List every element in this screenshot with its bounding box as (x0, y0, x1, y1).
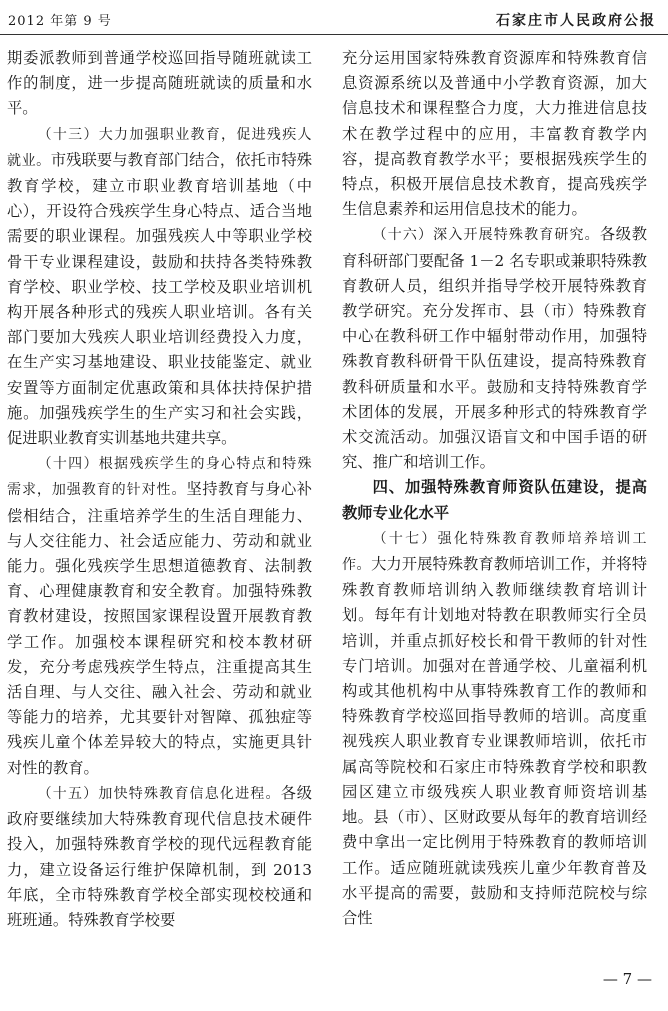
paragraph-15-continued: 充分运用国家特殊教育资源库和特殊教育信息资源系统以及普通中小学教育资源，加大信息技术和课程整合力度，大力推进信息技术在教学过程中的应用，丰富教育教学内容，提高教育教学水平；要根据残疾学生的特点，积极开展信息技术教育，提高残疾学生信息素养和运用信息技术的能力。 (342, 49, 647, 219)
page-number: — 7 — (602, 970, 652, 988)
paragraph-16-lead: （十六）深入开展特殊教育研究。 (372, 227, 600, 244)
paragraph-15-body: 各级政府要继续加大特殊教育现代信息技术硬件投入，加强特殊教育学校的现代远程教育能力，建立设备运行维护保障机制，到 2013 年底，全市特殊教育学校全部实现校校通和班班通。特殊教育学校要 (7, 783, 312, 929)
paragraph-15 (7, 781, 312, 933)
paragraph-17-body: 大力开展特殊教育教师培训工作，并将特殊教育教师培训纳入教师继续教育培训计划。每年有计划地对特教在职教师实行全员培训，并重点抓好校长和骨干教师的针对性专门培训。加强对在普通学校、儿童福利机构或其他机构中从事特殊教育工作的教师和特殊教育学校巡回指导教师的培训。高度重视残疾人职业教育专业课教师培训，依托市属高等院校和石家庄市特殊教育学校和职教园区建立市级残疾人职业教育师资培训基地。县（市）、区财政要从每年的教育培训经费中拿出一定比例用于特殊教育的教师培训工作。适应随班就读残疾儿童少年教育普及水平提高的需要，鼓励和支持师范院校与综合性 (342, 555, 647, 927)
journal-title: 石家庄市人民政府公报 (496, 13, 656, 29)
paragraph-13-lead: （十三）大力加强职业教育，促进残疾人就业。 (7, 126, 312, 169)
paragraph-13 (7, 122, 312, 452)
page-header (0, 0, 668, 35)
continued-paragraph: 期委派教师到普通学校巡回指导随班就读工作的制度，进一步提高随班就读的质量和水平。 (7, 49, 312, 118)
paragraph-17 (342, 526, 647, 931)
left-column (7, 46, 312, 966)
paragraph-14 (7, 451, 312, 781)
paragraph-14-body: 坚持教育与身心补偿相结合，注重培养学生的生活自理能力、与人交往能力、社会适应能力、劳动和就业能力。强化残疾学生思想道德教育、法制教育、心理健康教育和安全教育。加强特殊教育教材建设，按照国家课程设置开展教育教学工作。加强校本课程研究和校本教材研发，充分考虑残疾学生特点，注重提高其生活自理、与人交往、融入社会、劳动和就业等能力的培养，尤其要针对智障、孤独症等残疾儿童个体差异较大的特点，实施更具针对性的教育。 (7, 480, 312, 777)
paragraph-13-body: 市残联要与教育部门结合，依托市特殊教育学校，建立市职业教育培训基地（中心），开设符合残疾学生身心特点、适合当地需要的职业课程。加强残疾人中等职业学校骨干专业课程建设，鼓励和扶持各类特殊教育学校、职业学校、技工学校及职业培训机构开展各种形式的残疾人职业培训。各有关部门要加大残疾人职业培训经费投入力度，在生产实习基地建设、职业技能鉴定、就业安置等方面制定优惠政策和具体扶持保护措施。加强残疾学生的生产实习和社会实践，促进职业教育实训基地共建共享。 (7, 150, 312, 448)
paragraph-15-lead: （十五）加快特殊教育信息化进程。 (37, 785, 281, 802)
paragraph-16-body: 各级教育科研部门要配备 1－2 名专职或兼职特殊教育教研人员，组织并指导学校开展特殊教育教学研究。充分发挥市、县（市）特殊教育中心在教科研工作中辐射带动作用，加强特殊教育教科研骨干队伍建设，提高特殊教育教科研质量和水平。鼓励和支持特殊教育学术团体的发展，开展多种形式的特殊教育学术交流活动。加强汉语盲文和中国手语的研究、推广和培训工作。 (342, 225, 647, 472)
paragraph-14-lead: （十四）根据残疾学生的身心特点和特殊需求，加强教育的针对性。 (7, 456, 312, 499)
right-column (342, 46, 647, 966)
paragraph-17-lead: （十七）强化特殊教育教师培养培训工作。 (342, 530, 647, 574)
paragraph-16 (342, 222, 647, 475)
issue-label: 2012 年第 9 号 (8, 14, 112, 29)
section-title: 四、加强特殊教育师资队伍建设，提高教师专业化水平 (342, 478, 647, 522)
